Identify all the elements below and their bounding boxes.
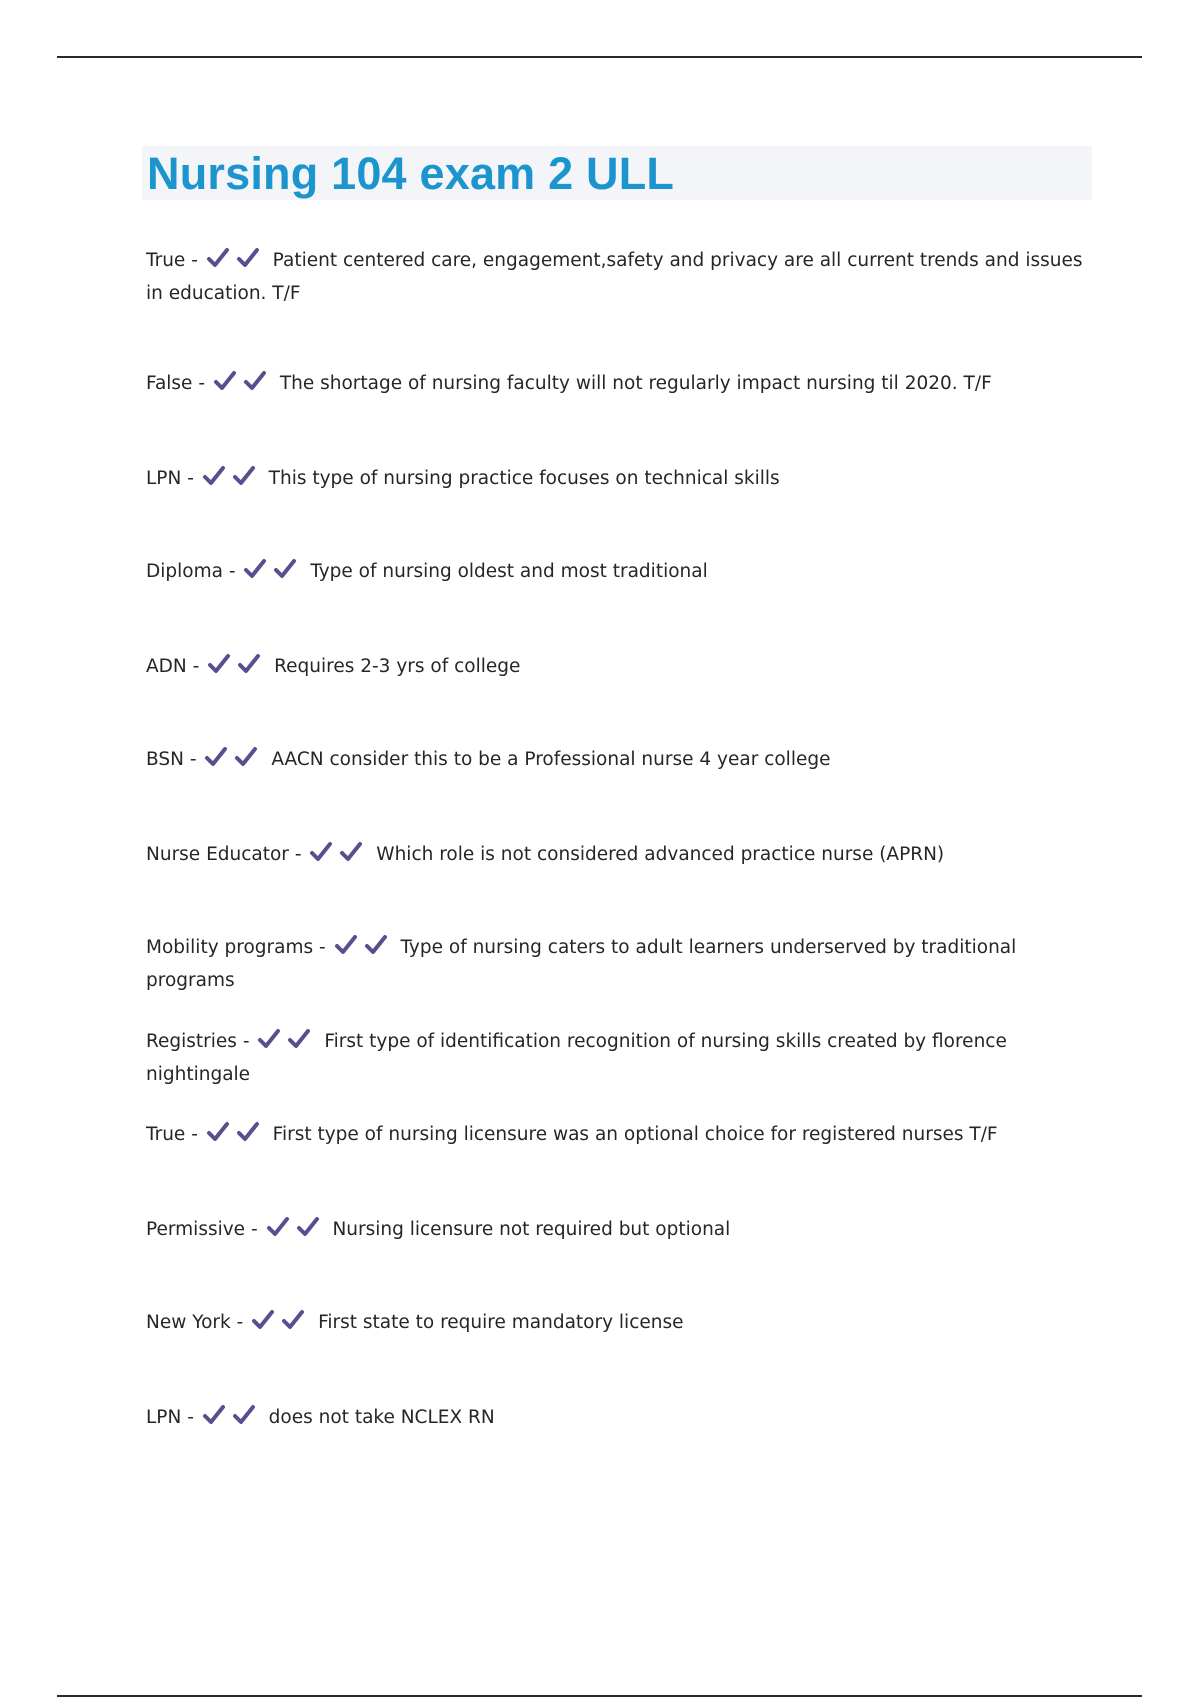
separator: - xyxy=(191,250,198,271)
bottom-rule xyxy=(57,1695,1142,1697)
question-text: The shortage of nursing faculty will not regularly impact nursing til 2020. T/F xyxy=(279,373,992,394)
double-check-icon xyxy=(243,558,297,590)
double-check-icon xyxy=(251,1309,305,1341)
qa-item xyxy=(146,933,1086,996)
check-icon xyxy=(236,247,260,269)
qa-item xyxy=(146,1027,1086,1090)
answer-text: Mobility programs xyxy=(146,937,314,958)
check-icon xyxy=(236,1121,260,1143)
answer-text: Registries xyxy=(146,1031,237,1052)
check-icon xyxy=(281,1309,305,1331)
qa-item xyxy=(146,1215,1086,1248)
separator: - xyxy=(187,468,194,489)
separator: - xyxy=(189,749,197,770)
check-icon xyxy=(243,370,267,392)
qa-item xyxy=(146,652,1086,685)
question-text: Requires 2-3 yrs of college xyxy=(274,656,521,677)
question-text: AACN consider this to be a Professional nurse 4 year college xyxy=(271,749,831,770)
double-check-icon xyxy=(207,653,261,685)
check-icon xyxy=(206,1121,230,1143)
check-icon xyxy=(202,465,226,487)
separator: - xyxy=(198,373,206,394)
question-text: Type of nursing oldest and most traditional xyxy=(310,561,708,582)
answer-text: LPN xyxy=(146,1407,182,1428)
question-text: Type of nursing caters to adult learners underserved by traditional programs xyxy=(146,937,1017,991)
double-check-icon xyxy=(206,247,260,279)
question-text: does not take NCLEX RN xyxy=(268,1407,495,1428)
check-icon xyxy=(234,746,258,768)
separator: - xyxy=(236,1312,244,1333)
check-icon xyxy=(213,370,237,392)
check-icon xyxy=(202,1404,226,1426)
separator: - xyxy=(319,937,326,958)
check-icon xyxy=(334,934,358,956)
check-icon xyxy=(232,1404,256,1426)
separator: - xyxy=(191,1124,198,1145)
check-icon xyxy=(266,1216,290,1238)
question-text: Which role is not considered advanced practice nurse (APRN) xyxy=(376,844,945,865)
page-title: Nursing 104 exam 2 ULL xyxy=(147,148,675,199)
double-check-icon xyxy=(213,370,267,402)
qa-item xyxy=(146,369,1086,402)
check-icon xyxy=(339,841,363,863)
separator: - xyxy=(294,844,302,865)
answer-text: ADN xyxy=(146,656,187,677)
separator: - xyxy=(228,561,236,582)
question-text: First state to require mandatory license xyxy=(318,1312,684,1333)
check-icon xyxy=(273,558,297,580)
qa-item xyxy=(146,1308,1086,1341)
answer-text: Diploma xyxy=(146,561,223,582)
check-icon xyxy=(206,247,230,269)
qa-item xyxy=(146,1120,1086,1153)
question-text: First type of identification recognition of nursing skills created by florence nightingale xyxy=(146,1031,1007,1085)
check-icon xyxy=(204,746,228,768)
answer-text: LPN xyxy=(146,468,182,489)
answer-text: Permissive xyxy=(146,1219,246,1240)
check-icon xyxy=(364,934,388,956)
check-icon xyxy=(237,653,261,675)
check-icon xyxy=(232,465,256,487)
double-check-icon xyxy=(204,746,258,778)
qa-item xyxy=(146,745,1086,778)
separator: - xyxy=(242,1031,250,1052)
check-icon xyxy=(243,558,267,580)
qa-item xyxy=(146,557,1086,590)
double-check-icon xyxy=(257,1028,311,1060)
answer-text: True xyxy=(146,1124,186,1145)
check-icon xyxy=(296,1216,320,1238)
double-check-icon xyxy=(309,841,363,873)
double-check-icon xyxy=(206,1121,260,1153)
answer-text: False xyxy=(146,373,193,394)
qa-item xyxy=(146,246,1086,309)
double-check-icon xyxy=(202,465,256,497)
separator: - xyxy=(192,656,200,677)
check-icon xyxy=(257,1028,281,1050)
separator: - xyxy=(250,1219,258,1240)
qa-item xyxy=(146,464,1086,497)
check-icon xyxy=(207,653,231,675)
double-check-icon xyxy=(202,1404,256,1436)
answer-text: New York xyxy=(146,1312,231,1333)
answer-text: BSN xyxy=(146,749,184,770)
qa-item xyxy=(146,1403,1086,1436)
check-icon xyxy=(251,1309,275,1331)
check-icon xyxy=(309,841,333,863)
question-text: First type of nursing licensure was an optional choice for registered nurses T/F xyxy=(272,1124,998,1145)
question-text: Patient centered care, engagement,safety and privacy are all current trends and issues in education. T/F xyxy=(146,250,1083,304)
question-text: Nursing licensure not required but optional xyxy=(332,1219,731,1240)
double-check-icon xyxy=(334,934,388,966)
double-check-icon xyxy=(266,1216,320,1248)
top-rule xyxy=(57,56,1142,58)
qa-item xyxy=(146,840,1086,873)
answer-text: True xyxy=(146,250,186,271)
question-text: This type of nursing practice focuses on technical skills xyxy=(268,468,780,489)
answer-text: Nurse Educator xyxy=(146,844,289,865)
separator: - xyxy=(187,1407,194,1428)
check-icon xyxy=(287,1028,311,1050)
